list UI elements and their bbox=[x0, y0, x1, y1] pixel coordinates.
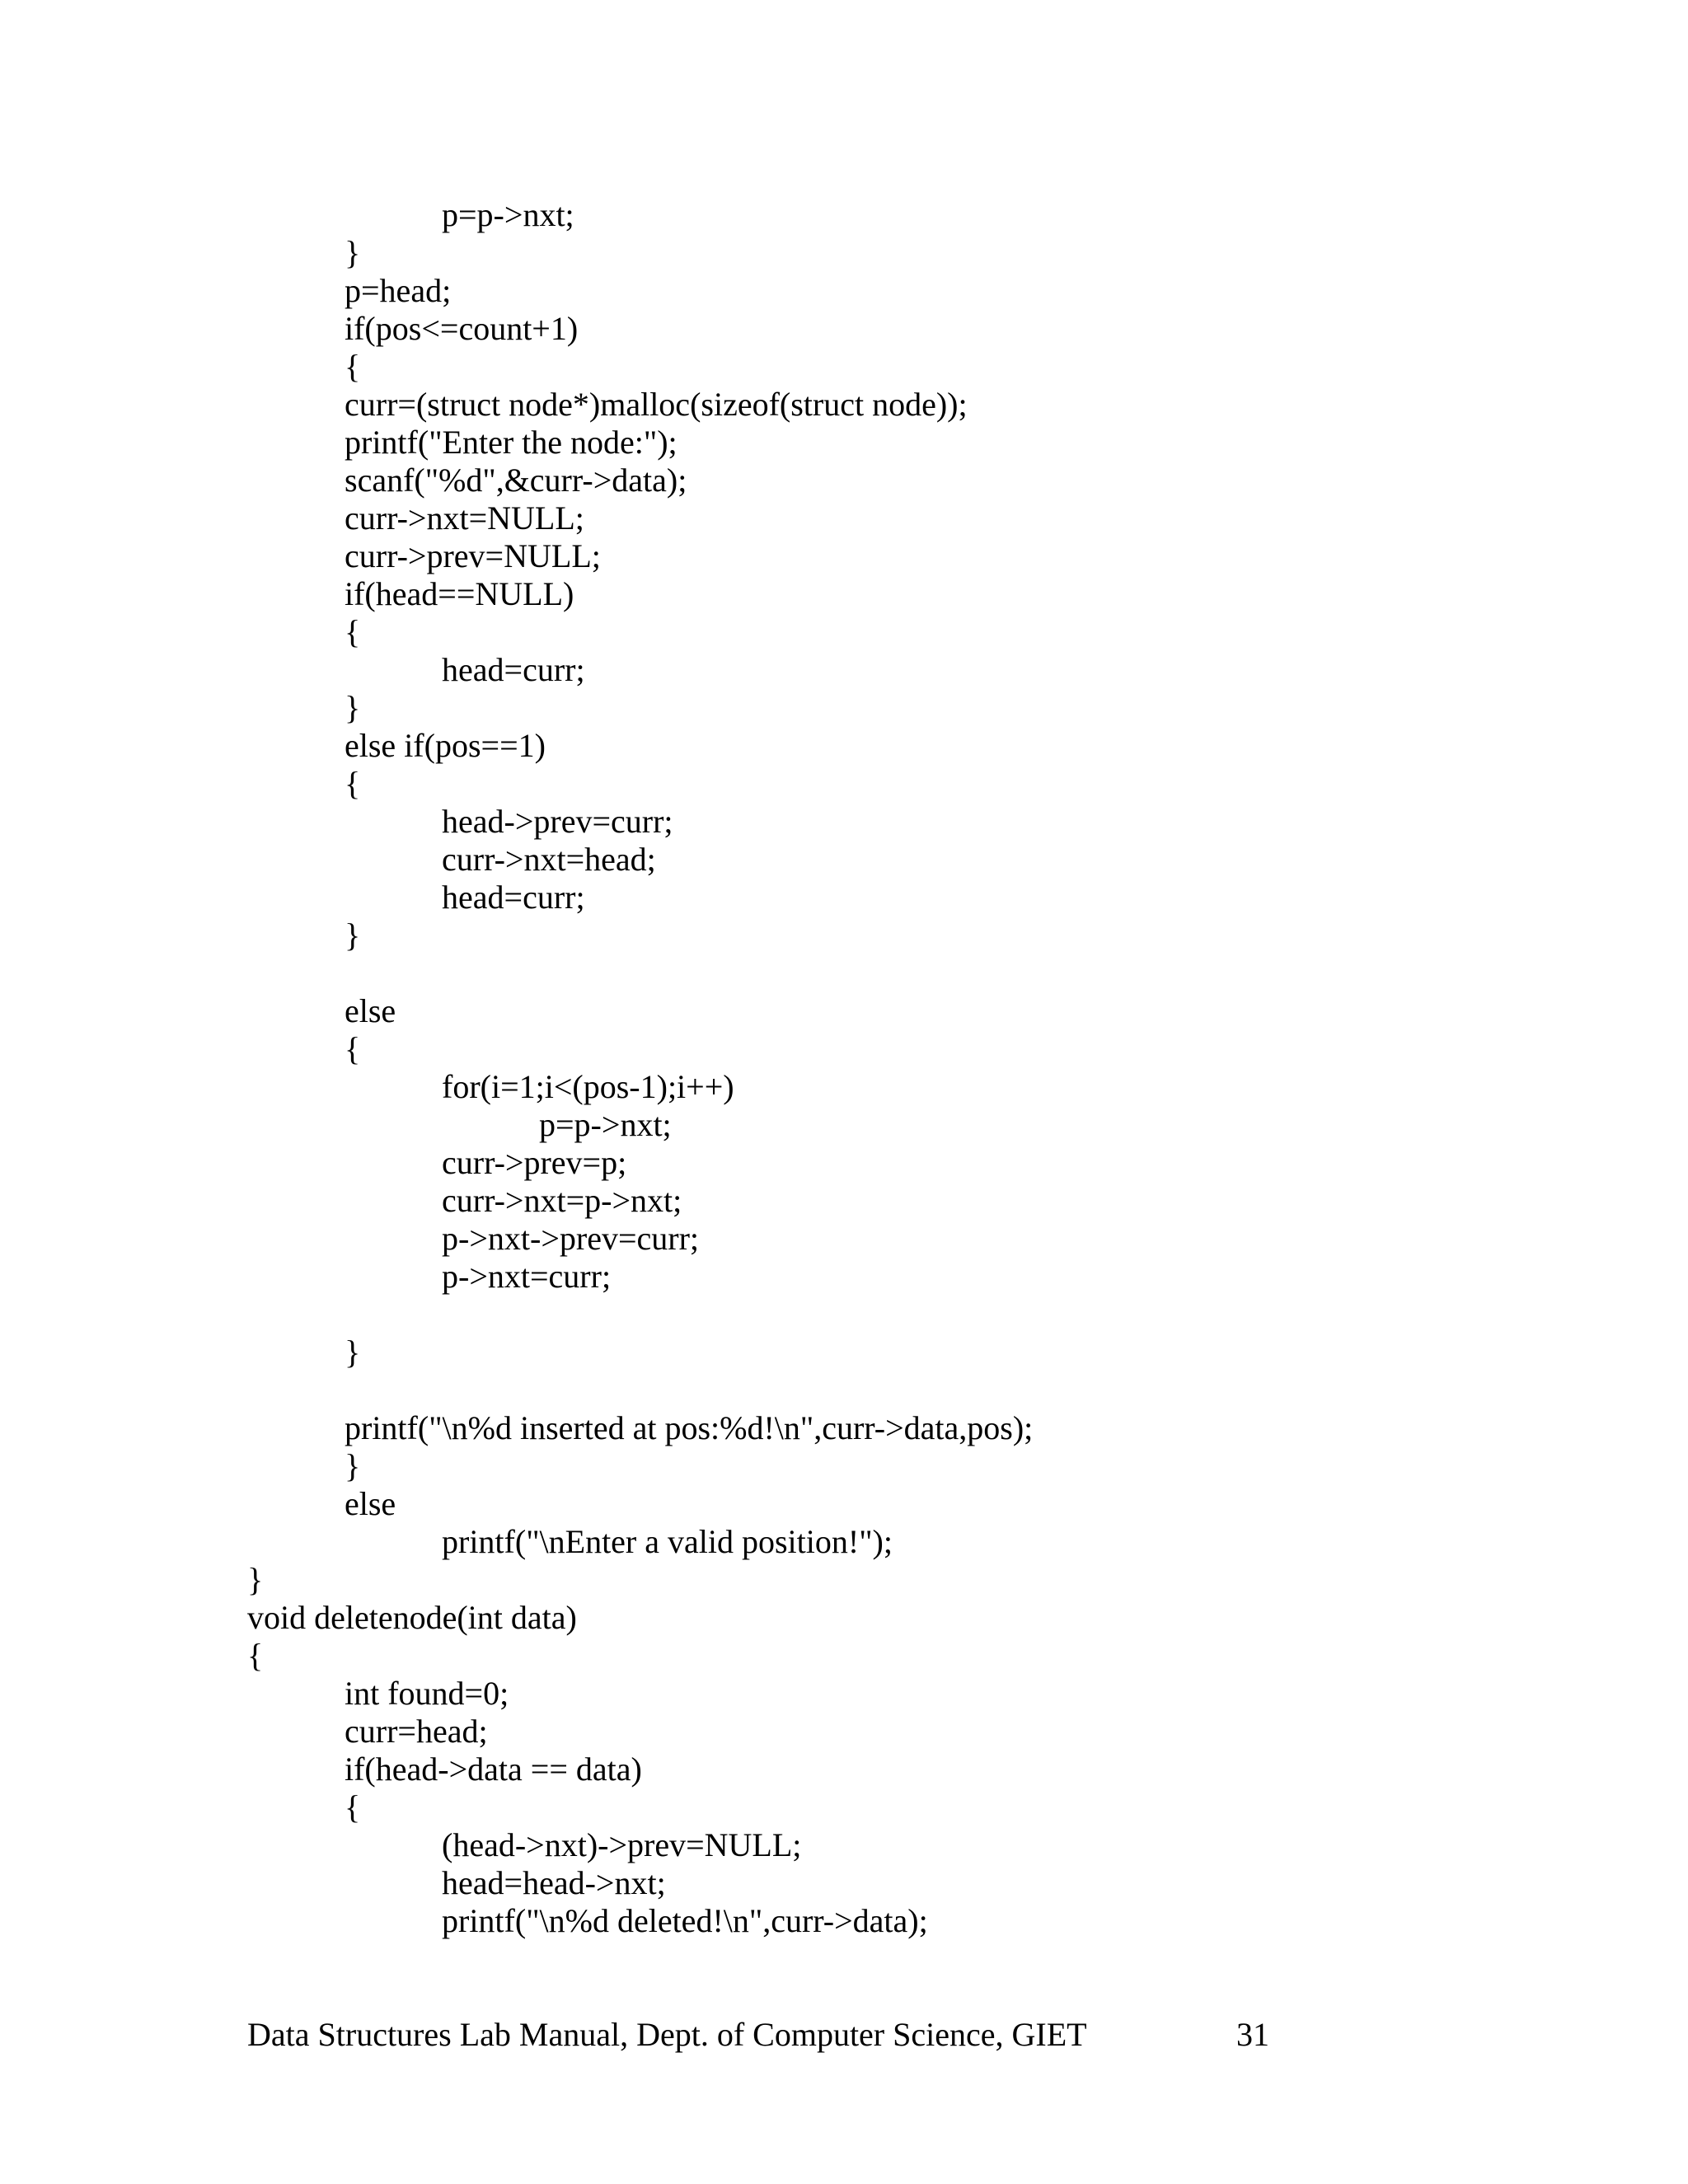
code-line: else bbox=[345, 1485, 396, 1522]
code-line: p=head; bbox=[345, 272, 452, 309]
code-line: printf("\n%d deleted!\n",curr->data); bbox=[442, 1902, 928, 1939]
code-line: p=p->nxt; bbox=[539, 1106, 672, 1143]
page-footer-text: Data Structures Lab Manual, Dept. of Computer Science, GIET bbox=[247, 2016, 1087, 2053]
code-line: if(head==NULL) bbox=[345, 575, 574, 612]
code-line: p->nxt->prev=curr; bbox=[442, 1220, 700, 1257]
code-line: int found=0; bbox=[345, 1675, 509, 1712]
code-line: { bbox=[345, 613, 361, 650]
code-line: curr->prev=p; bbox=[442, 1144, 627, 1181]
page-number: 31 bbox=[1236, 2016, 1269, 2053]
code-line: head->prev=curr; bbox=[442, 803, 673, 840]
code-line: head=curr; bbox=[442, 879, 585, 916]
code-line: else if(pos==1) bbox=[345, 727, 546, 764]
code-line: if(pos<=count+1) bbox=[345, 310, 579, 347]
code-line: } bbox=[345, 916, 361, 954]
code-line: curr=(struct node*)malloc(sizeof(struct node)); bbox=[345, 386, 968, 423]
code-line: p->nxt=curr; bbox=[442, 1258, 612, 1295]
code-line: curr->nxt=NULL; bbox=[345, 499, 584, 537]
code-line: } bbox=[345, 1447, 361, 1484]
code-line: curr->prev=NULL; bbox=[345, 537, 601, 574]
code-line: } bbox=[247, 1561, 264, 1598]
code-line: printf("\n%d inserted at pos:%d!\n",curr->data,pos); bbox=[345, 1409, 1034, 1446]
code-line: if(head->data == data) bbox=[345, 1750, 642, 1788]
code-line: } bbox=[345, 234, 361, 271]
code-line: { bbox=[345, 1788, 361, 1825]
code-line: curr->nxt=p->nxt; bbox=[442, 1182, 682, 1219]
code-line: else bbox=[345, 992, 396, 1029]
code-line: head=head->nxt; bbox=[442, 1864, 666, 1901]
code-line: { bbox=[345, 348, 361, 385]
code-line: curr->nxt=head; bbox=[442, 841, 656, 878]
code-line: void deletenode(int data) bbox=[247, 1599, 577, 1636]
code-line: { bbox=[345, 1030, 361, 1067]
code-line: head=curr; bbox=[442, 651, 585, 688]
code-line: { bbox=[345, 765, 361, 802]
code-line: scanf("%d",&curr->data); bbox=[345, 462, 687, 499]
code-line: printf("Enter the node:"); bbox=[345, 424, 678, 461]
code-line: } bbox=[345, 689, 361, 726]
code-line: (head->nxt)->prev=NULL; bbox=[442, 1826, 802, 1863]
code-line: } bbox=[345, 1333, 361, 1371]
code-line: { bbox=[247, 1637, 264, 1674]
code-line: curr=head; bbox=[345, 1713, 488, 1750]
code-line: p=p->nxt; bbox=[442, 196, 574, 233]
code-line: printf("\nEnter a valid position!"); bbox=[442, 1523, 893, 1560]
code-line: for(i=1;i<(pos-1);i++) bbox=[442, 1068, 734, 1105]
